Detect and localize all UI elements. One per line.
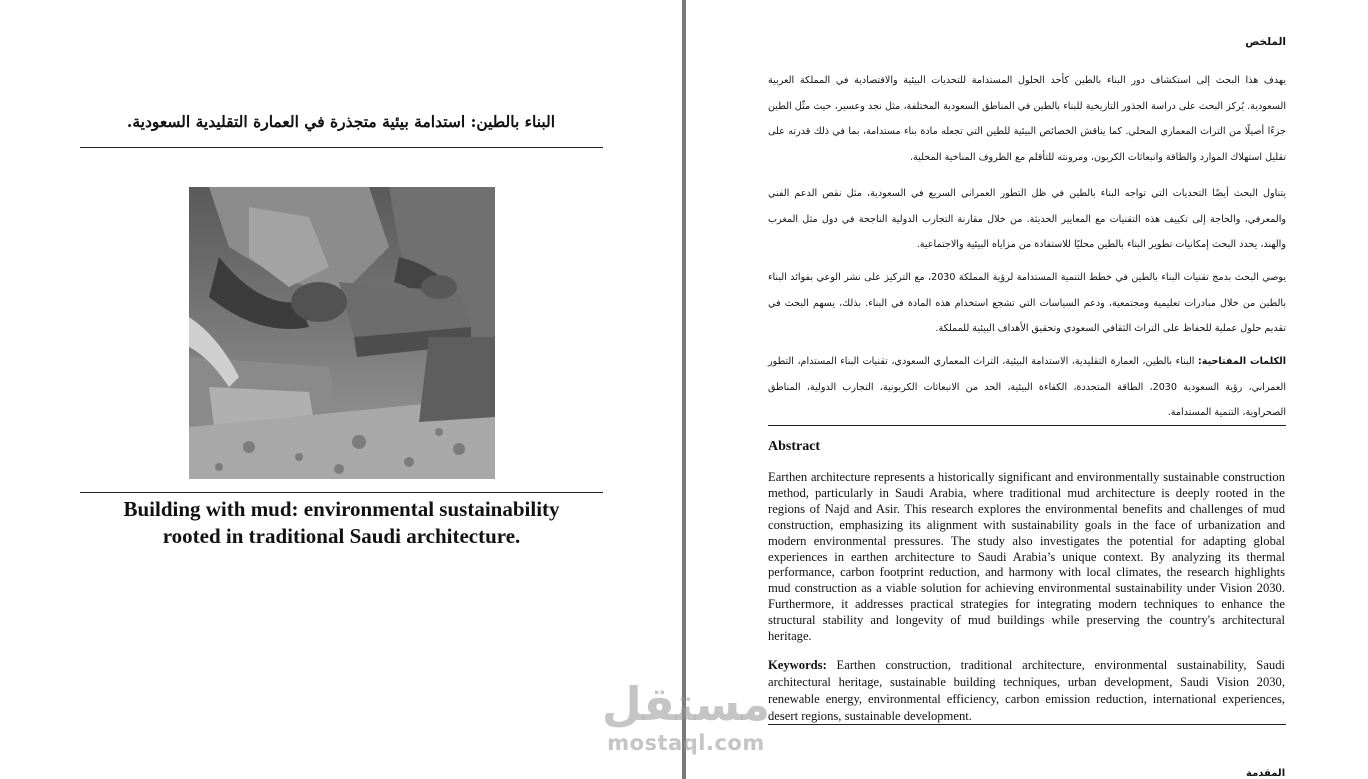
arabic-keywords-list: البناء بالطين، العمارة التقليدية، الاستدامة البيئية، التراث المعماري السعودي، تقنيات البناء المستدام، التطور العمراني، رؤية السعودية 2030، الطاقة المتجددة، الكفاءة البيئية، الحد من الانبعاثات الكربونية، التجارب الدولية، المناطق الصحراوية، التنمية المستدامة.	[768, 356, 1286, 418]
english-abstract-heading: Abstract	[768, 439, 821, 454]
introduction-heading-partial: المقدمة	[1246, 768, 1286, 779]
arabic-title: البناء بالطين: استدامة بيئية متجذرة في العمارة التقليدية السعودية.	[126, 112, 556, 131]
title-divider-bottom	[80, 492, 603, 493]
english-keywords-list: Earthen construction, traditional architecture, environmental sustainability, Saudi architectural heritage, sustainable building techniques, urban development, Saudi Vision 2030, renewable energy, environmental efficiency, carbon emission reduction, international experiences, desert regions, sustainable development.	[768, 658, 1285, 723]
watermark-arabic: مستقل	[601, 677, 771, 731]
watermark-latin: mostaql.com	[607, 731, 765, 755]
english-keywords-label: Keywords:	[768, 658, 827, 672]
right-page	[686, 0, 1368, 779]
left-page	[0, 0, 682, 779]
english-title-line2: rooted in traditional Saudi architecture.	[162, 524, 521, 548]
english-title-line1: Building with mud: environmental sustainability	[123, 497, 560, 521]
mud-brick-photo-graphic	[189, 187, 495, 479]
arabic-keywords	[768, 349, 1286, 426]
arabic-abstract-paragraph-2: يتناول البحث أيضًا التحديات التي تواجه البناء بالطين في ظل التطور العمراني السريع في السعودية، مثل نقص الدعم الفني والمعرفي، والحاجة إلى تكييف هذه التقنيات مع المعايير الحديثة. من خلال مقارنة التجارب الدولية الناجحة في دول مثل المغرب والهند، يحدد البحث إمكانيات تطوير البناء بالطين محليًا للاستفادة من مزاياه البيئية والاجتماعية.	[768, 188, 1286, 250]
english-abstract-paragraph: Earthen architecture represents a historically significant and environmentally sustainable construction method, particularly in Saudi Arabia, where traditional mud architecture is deeply rooted in the regions of Najd and Asir. This research explores the environmental benefits and challenges of mud construction, emphasizing its alignment with sustainability goals in the face of urbanization and modern environmental pressures. The study also investigates the potential for adapting global experiences in earthen architecture to Saudi Arabia’s unique context. By analyzing its thermal performance, carbon footprint reduction, and harmony with local climates, the research highlights mud construction as a viable solution for achieving environmental sustainability under Vision 2030. Furthermore, it addresses practical strategies for integrating modern techniques to enhance the structural stability and longevity of mud buildings while preserving the country's architectural heritage.	[768, 470, 1285, 644]
arabic-abstract-paragraph-1: يهدف هذا البحث إلى استكشاف دور البناء بالطين كأحد الحلول المستدامة للتحديات البيئية والاقتصادية في المملكة العربية السعودية. يُركز البحث على دراسة الجذور التاريخية للبناء بالطين في المناطق السعودية المختلفة، مثل نجد وعسير، حيث مثّل الطين جزءًا أصيلًا من التراث المعماري المحلي. كما يناقش الخصائص البيئية للطين التي تجعله مادة بناء مستدامة، بما في ذلك قدرته على تقليل استهلاك الموارد والطاقة وانبعاثات الكربون، ومرونته للتأقلم مع الظروف المناخية المحلية.	[768, 75, 1286, 163]
title-divider-top	[80, 147, 603, 148]
arabic-abstract-paragraph-3: يوصي البحث بدمج تقنيات البناء بالطين في خطط التنمية المستدامة لرؤية المملكة 2030، مع التركيز على نشر الوعي بفوائد البناء بالطين من خلال مبادرات تعليمية ومجتمعية، ودعم السياسات التي تشجع استخدام هذه المادة في البناء. بذلك، يسهم البحث في تقديم حلول عملية للحفاظ على التراث الثقافي السعودي وتحقيق الأهداف البيئية للمملكة.	[768, 272, 1286, 334]
english-keywords	[768, 657, 1285, 725]
abstract-divider-top	[768, 425, 1286, 426]
arabic-keywords-label: الكلمات المفتاحية:	[1197, 356, 1287, 367]
arabic-abstract-heading: الملخص	[1245, 36, 1286, 48]
english-title	[80, 496, 603, 550]
mud-brick-photo	[189, 187, 495, 479]
abstract-divider-bottom	[768, 724, 1286, 725]
